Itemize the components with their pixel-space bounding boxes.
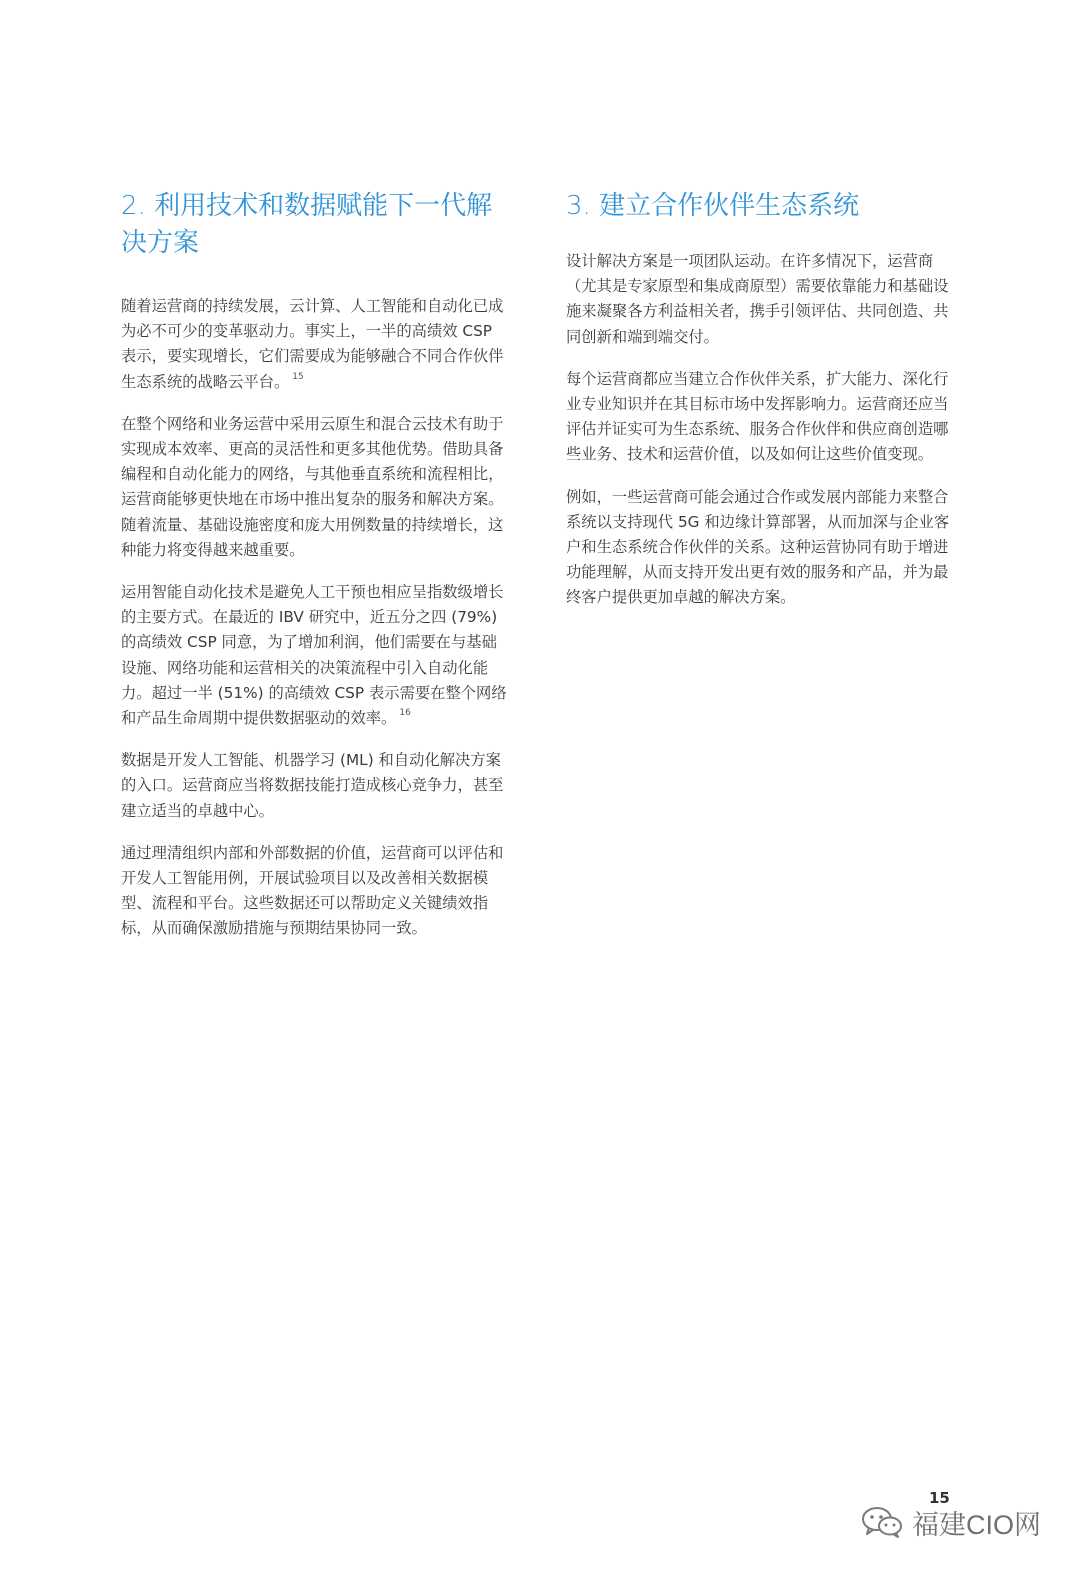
left-column [121,188,511,959]
paragraph: 数据是开发人工智能、机器学习 (ML) 和自动化解决方案的入口。运营商应当将数据技能打造成核心竞争力，甚至建立适当的卓越中心。 [121,751,504,820]
paragraph: 例如，一些运营商可能会通过合作或发展内部能力来整合系统以支持现代 5G 和边缘计算部署，从而加深与企业客户和生态系统合作伙伴的关系。这种运营协同有助于增进功能理解，从而支持开发出更有效的服务和产品，并为最终客户提供更加卓越的解决方案。 [566,487,950,607]
wechat-icon [860,1505,904,1539]
watermark-text: 福建CIO网 [912,1509,1042,1540]
paragraph: 每个运营商都应当建立合作伙伴关系，扩大能力、深化行业专业知识并在其目标市场中发挥影响力。运营商还应当评估并证实可为生态系统、服务合作伙伴和供应商创造哪些业务、技术和运营价值，以及如何让这些价值变现。 [566,369,949,464]
paragraph: 设计解决方案是一项团队运动。在许多情况下，运营商（尤其是专家原型和集成商原型）需要依靠能力和基础设施来凝聚各方利益相关者，携手引领评估、共同创造、共同创新和端到端交付。 [566,252,949,346]
right-column [566,188,956,628]
paragraph: 运用智能自动化技术是避免人工干预也相应呈指数级增长的主要方式。在最近的 IBV 研究中，近五分之四 (79%) 的高绩效 CSP 同意，为了增加利润，他们需要在与基础设施、网络功能和运营相关的决策流程中引入自动化能力。超过一半 (51%) 的高绩效 CSP 表示需要在整个网络和产品生命周期中提供数据驱动的效率。 $^{16}$ [121,583,507,728]
footnote-marker: 15 [292,371,304,382]
section-title-3: 3. 建立合作伙伴生态系统 [566,191,860,221]
page-number: 15 [929,1489,950,1507]
paragraph: 通过理清组织内部和外部数据的价值，运营商可以评估和开发人工智能用例，开展试验项目以及改善相关数据模型、流程和平台。这些数据还可以帮助定义关键绩效指标，从而确保激励措施与预期结果协同一致。 [121,843,504,938]
watermark [860,1505,1041,1539]
section-title-2: 2. 利用技术和数据赋能下一代解决方案 [121,191,493,258]
paragraph: 在整个网络和业务运营中采用云原生和混合云技术有助于实现成本效率、更高的灵活性和更多其他优势。借助具备编程和自动化能力的网络，与其他垂直系统和流程相比，运营商能够更快地在市场中推出复杂的服务和解决方案。随着流量、基础设施密度和庞大用例数量的持续增长，这种能力将变得越来越重要。 [121,414,504,559]
paragraph: 随着运营商的持续发展，云计算、人工智能和自动化已成为必不可少的变革驱动力。事实上，一半的高绩效 CSP 表示，要实现增长，它们需要成为能够融合不同合作伙伴生态系统的战略云平台。 $^{15}$ [121,297,504,391]
footnote-marker: 16 [399,707,411,718]
